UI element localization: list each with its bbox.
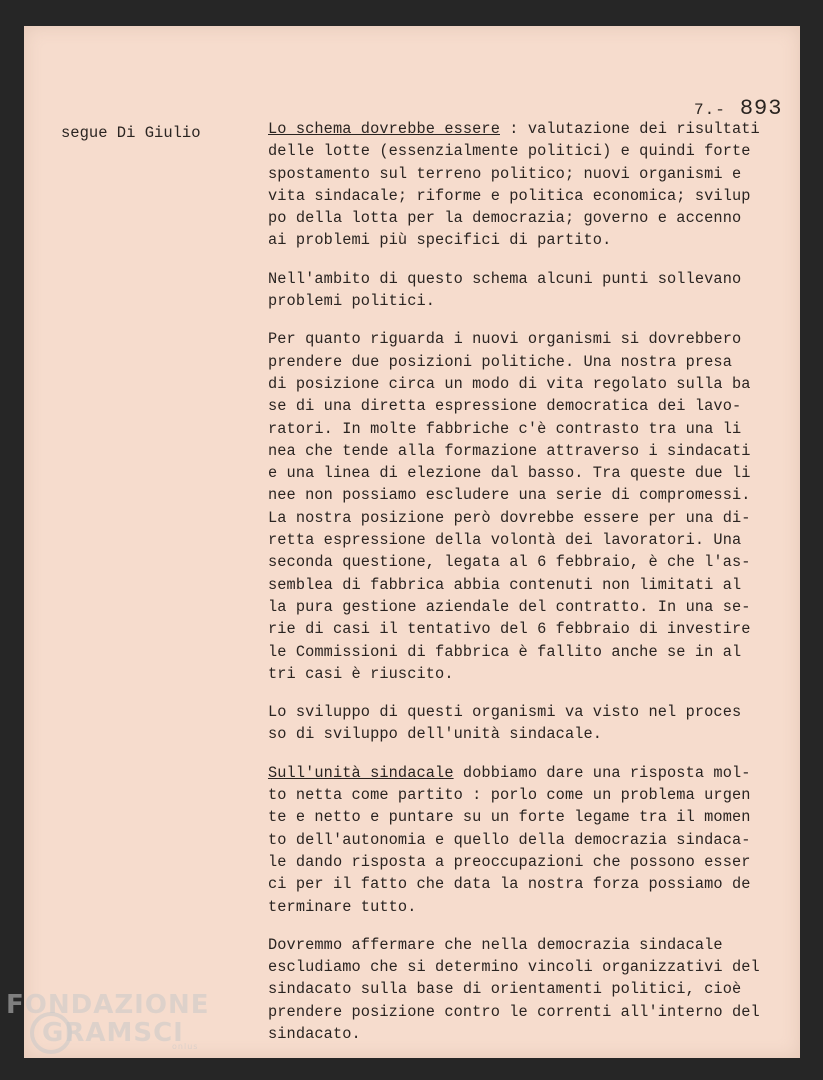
text-line (268, 418, 790, 440)
line-text: to dell'autonomia e quello della democrazia sindaca- (268, 830, 751, 849)
text-line (268, 118, 790, 140)
text-line (268, 395, 790, 417)
text-line (268, 873, 790, 895)
text-line (268, 484, 790, 506)
paragraph (268, 934, 790, 1045)
text-line (268, 829, 790, 851)
text-line (268, 268, 790, 290)
text-line (268, 934, 790, 956)
line-text: ci per il fatto che data la nostra forza possiamo de (268, 875, 751, 894)
paragraph (268, 328, 790, 685)
underlined-heading: Lo schema dovrebbe essere (268, 120, 500, 138)
text-line (268, 618, 790, 640)
watermark-small: onlus (172, 1042, 199, 1051)
line-text: Nell'ambito di questo schema alcuni punti sollevano (268, 269, 742, 288)
line-text: ai problemi più specifici di partito. (268, 231, 612, 250)
page-number-prefix: 7.- (694, 101, 726, 119)
watermark-ring-icon (30, 1012, 72, 1054)
line-text: vita sindacale; riforme e politica economica; svilup (268, 186, 751, 205)
paragraph (268, 701, 790, 746)
line-text: le dando risposta a preoccupazioni che possono esser (268, 852, 751, 871)
line-text: so di sviluppo dell'unità sindacale. (268, 725, 603, 744)
line-text: po della lotta per la democrazia; governo e accenno (268, 209, 742, 228)
line-text: prendere posizione contro le correnti all'interno del (268, 1002, 760, 1021)
line-text: te e netto e puntare su un forte legame tra il momen (268, 808, 751, 827)
speaker-label: segue Di Giulio (61, 124, 201, 142)
line-text: nee non possiamo escludere una serie di compromessi. (268, 486, 751, 505)
line-text: sindacato sulla base di orientamenti politici, cioè (268, 980, 742, 999)
text-line (268, 1001, 790, 1023)
text-line (268, 207, 790, 229)
line-text: se di una diretta espressione democratica dei lavo- (268, 397, 742, 416)
line-text: di posizione circa un modo di vita regolato sulla ba (268, 374, 751, 393)
underlined-heading: Sull'unità sindacale (268, 763, 454, 782)
line-text: spostamento sul terreno politico; nuovi organismi e (268, 164, 742, 183)
text-line (268, 140, 790, 162)
line-text: Per quanto riguarda i nuovi organismi si dovrebbero (268, 330, 742, 349)
text-line (268, 529, 790, 551)
text-line (268, 723, 790, 745)
line-text: Lo sviluppo di questi organismi va visto nel proces (268, 703, 742, 722)
text-line (268, 663, 790, 685)
text-line (268, 290, 790, 312)
watermark-line1: FONDAZIONE (6, 990, 210, 1020)
line-text: terminare tutto. (268, 897, 417, 916)
line-text: ratori. In molte fabbriche c'è contrasto tra una li (268, 419, 742, 438)
line-text: semblea di fabbrica abbia contenuti non limitati al (268, 575, 742, 594)
line-text: escludiamo che si determino vincoli organizzativi del (268, 958, 760, 977)
line-text: dobbiamo dare una risposta mol- (453, 763, 751, 782)
text-line (268, 328, 790, 350)
line-text: Dovremmo affermare che nella democrazia sindacale (268, 935, 723, 954)
watermark-logo (6, 990, 210, 1051)
text-line (268, 641, 790, 663)
line-text: le Commissioni di fabbrica è fallito anche se in al (268, 642, 742, 661)
line-text: seconda questione, legata al 6 febbraio, è che l'as- (268, 553, 751, 572)
text-line (268, 978, 790, 1000)
line-text: rie di casi il tentativo del 6 febbraio di investire (268, 620, 751, 639)
text-line (268, 596, 790, 618)
document-body (268, 118, 790, 1058)
text-line (268, 784, 790, 806)
text-line (268, 229, 790, 251)
paragraph (268, 268, 790, 313)
line-text: La nostra posizione però dovrebbe essere per una di- (268, 508, 751, 527)
text-line (268, 896, 790, 918)
text-line (268, 440, 790, 462)
line-text: problemi politici. (268, 292, 436, 311)
line-text: retta espressione della volontà dei lavoratori. Una (268, 531, 742, 550)
paragraph (268, 118, 790, 252)
text-line (268, 163, 790, 185)
text-line (268, 462, 790, 484)
watermark-line2: GRAMSCI (42, 1018, 184, 1048)
line-text: la pura gestione aziendale del contratto. In una se- (268, 597, 751, 616)
page-number-value: 893 (739, 96, 783, 121)
line-text: e una linea di elezione dal basso. Tra queste due li (268, 464, 751, 483)
text-line (268, 701, 790, 723)
text-line (268, 806, 790, 828)
text-line (268, 956, 790, 978)
text-line (268, 185, 790, 207)
text-line (268, 351, 790, 373)
line-text: nea che tende alla formazione attraverso i sindacati (268, 441, 751, 460)
line-text: tri casi è riuscito. (268, 664, 454, 683)
paragraph (268, 762, 790, 918)
text-line (268, 574, 790, 596)
line-text: to netta come partito : porlo come un problema urgen (268, 786, 751, 805)
document-page (24, 26, 800, 1058)
text-line (268, 1023, 790, 1045)
line-text: prendere due posizioni politiche. Una nostra presa (268, 352, 732, 371)
line-text: sindacato. (268, 1024, 361, 1043)
line-text: delle lotte (essenzialmente politici) e quindi forte (268, 142, 751, 161)
text-line (268, 373, 790, 395)
text-line (268, 762, 790, 784)
text-line (268, 507, 790, 529)
text-line (268, 551, 790, 573)
line-text: : valutazione dei risultati (500, 120, 760, 138)
text-line (268, 851, 790, 873)
